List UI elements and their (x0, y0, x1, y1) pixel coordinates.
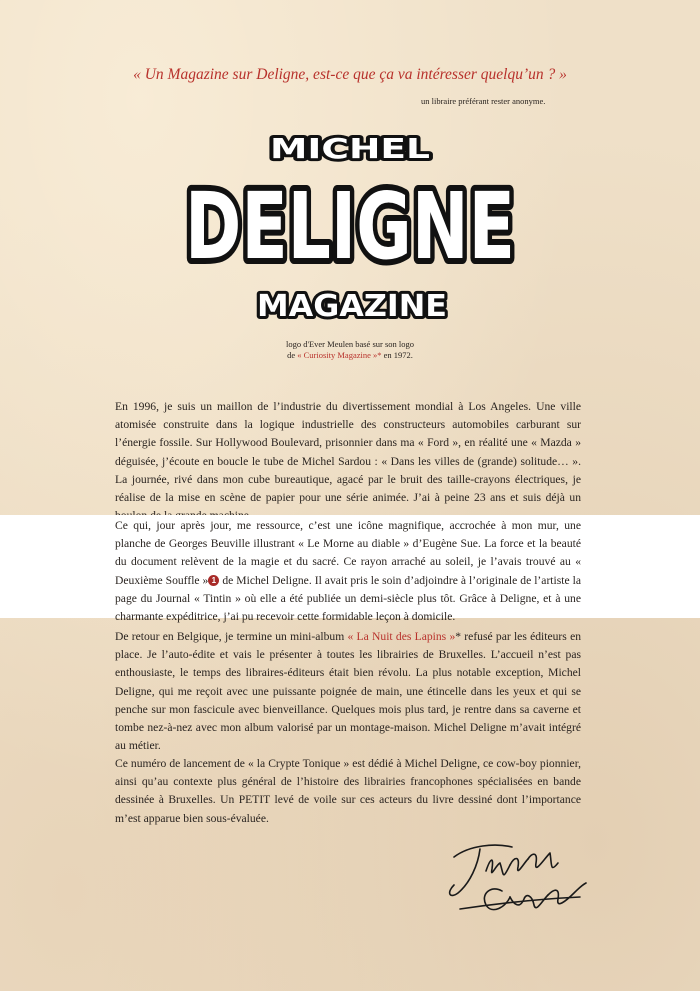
epigraph-quote: « Un Magazine sur Deligne, est-ce que ça va intéresser quelqu’un ? » (133, 66, 567, 83)
footnote-marker[interactable]: 1 (208, 575, 219, 586)
paragraph-beuville (115, 517, 581, 626)
caption-line-1: logo d'Ever Meulen basé sur son logo (285, 339, 415, 349)
logo-line-michel: MICHEL (270, 132, 431, 165)
caption-prefix: de (287, 350, 296, 360)
caption-line-2 (230, 350, 470, 361)
signature (440, 835, 590, 925)
paragraph-belgique (115, 628, 581, 755)
paragraph-los-angeles: En 1996, je suis un maillon de l’industrie du divertissement mondial à Los Angeles. Une ville atomisée construite dans la logique industrielle des constructeurs automobiles carburant sur l’énergie fossile. Sur Hollywood Boulevard, prisonnier dans ma « Ford », en réalité une « Mazda » déguisée, j’écoute en boucle le tube de Michel Sardou : « Dans les villes de (grande) solitude… ». La journée, rivé dans mon cube bureautique, agacé par le bruit des taille-crayons électriques, je réalise de la mise en scène de papier pour une série animée. J’ai à peine 23 ans et suis déjà un (115, 400, 581, 505)
magazine-logo (170, 128, 530, 338)
paragraph-belgique-text-a: De retour en Belgique, je termine un mini-album (115, 630, 348, 643)
paragraph-dedication: Ce numéro de lancement de « la Crypte Tonique » est dédié à Michel Deligne, ce cow-boy pionnier, ainsi qu’au contexte plus général de l’histoire des librairies francophones spécialisées en bande dessinée à Bruxelles. Un PETIT levé de voile sur ces acteurs du livre dessiné dont l’importance m’est apparue bien sous-évaluée. (115, 757, 581, 825)
nuit-des-lapins-link[interactable]: « La Nuit des Lapins » (347, 630, 456, 643)
paragraph-belgique-text-b: * refusé par les éditeurs en place. Je l’auto-édite et vais le présenter à toutes les librairies de Bruxelles. L’accueil n’est pas enthousiaste, le temps des libraires-éditeurs était bien révolu. La plus notable exception, Michel Deligne, qui me reçoit avec une puissante poignée de main, une étincelle dans les yeux et qui se penche sur mon fascicule avec bienveillance. Quelques mois plus tard, je rentre dans sa caverne et tombe nez-à-nez avec mon album valorisé par un montage-maison. Michel Deligne m’avait intégré au métier. (115, 630, 582, 753)
paragraph-beuville-text-b: de Michel Deligne. Il avait pris le soin d’adjoindre à l’originale de l’artiste la page du Journal « Tintin » où elle a été publiée un demi-siècle plus tôt. Grâce à Deligne, et à une charmante expéditrice, j’ai pu recevoir cette formidable leçon à domicile. (115, 573, 581, 624)
epigraph-source: un libraire préférant rester anonyme. (421, 96, 546, 106)
curiosity-magazine-link[interactable]: « Curiosity Magazine »* (297, 350, 382, 360)
logo-line-deligne: DELIGNE (185, 173, 515, 280)
paragraph-beuville-text-a: Ce qui, jour après jour, me ressource, c’est une icône magnifique, accrochée à mon mur, une planche de Georges Beuville illustrant « Le Morne au diable » d’Eugène Sue. La force et la beauté du document relèvent de la magie et du sacré. Ce rayon arraché au soleil, je l’avais trouvé au « Deuxième Souffle » (115, 519, 581, 587)
logo-line-magazine: MAGAZINE (257, 289, 447, 324)
caption-suffix: en 1972. (383, 350, 413, 360)
logo-caption (230, 339, 470, 361)
